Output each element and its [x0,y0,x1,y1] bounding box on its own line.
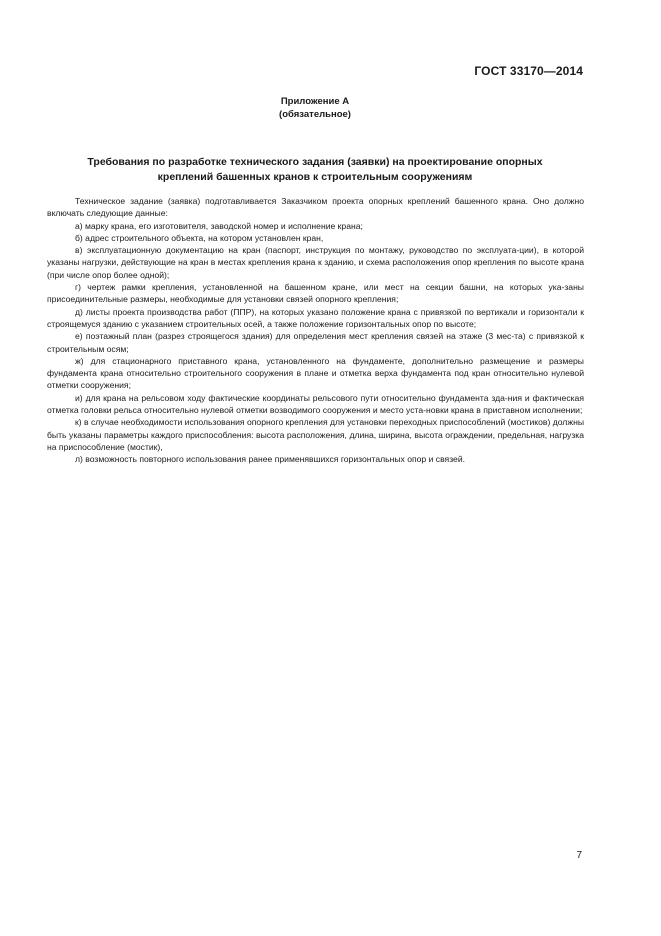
list-item-l: л) возможность повторного использования ранее применявшихся горизонтальных опор и связей. [75,454,466,465]
list-item-k: к) в случае необходимости использования опорного крепления для установки переходных приспособлений (мостиков) должны быть указаны параметры каждого приспособления: высота расположения, длина, ширина, высота ограждении, предельная, нагрузка на приспособление (мостик), [47,417,584,452]
appendix-type: (обязательное) [279,109,351,120]
list-item-zh: ж) для стационарного приставного крана, установленного на фундаменте, дополнительно размещение и размеры фундамента крана относительно строительного сооружения в плане и отметка верха фундамента под кран относительно нулевой отметки сооружения; [47,355,584,391]
document-code: ГОСТ 33170—2014 [474,64,583,78]
list-item-e: е) поэтажный план (разрез строящегося здания) для определения мест крепления связей на этаже (3 мес-та) с привязкой к строительным осям; [47,331,584,354]
body-text [47,195,584,466]
list-item-a: а) марку крана, его изготовителя, заводской номер и исполнение крана; [75,220,363,231]
page-number: 7 [576,850,582,861]
appendix-label: Приложение А [280,96,350,107]
section-title-line-2: креплений башенных кранов к строительным сооружениям [157,171,473,183]
list-item-v: в) эксплуатационную документацию на кран (паспорт, инструкция по монтажу, руководство по эксплуата-ции), в которой указаны нагрузки, действующие на кран в местах крепления крана к зданию, и схема расположения опор крепления по высоте крана (при числе опор более одной); [47,245,584,280]
intro-paragraph: Техническое задание (заявка) подготавливается Заказчиком проекта опорных креплений башенного крана. Оно должно включать следующие данные: [47,196,584,219]
appendix-heading [0,95,630,121]
list-item-i: и) для крана на рельсовом ходу фактические координаты рельсового пути относительно фундамента зда-ния и фактическая отметка головки рельса относительно нулевой отметки возводимого сооружения и место уста-новки крана в приставном исполнении; [47,392,584,416]
list-item-b: б) адрес строительного объекта, на котором установлен кран, [75,232,324,243]
section-title [60,155,570,185]
list-item-g: г) чертеж рамки крепления, установленной на башенном кране, или мест на секции башни, на которых ука-заны присоединительные размеры, необходимые для установки связей опорного крепления; [47,282,584,305]
list-item-d: д) листы проекта производства работ (ППР), на которых указано положение крана с привязкой по вертикали и горизонтали к строящемуся зданию с указанием строительных осей, а также положение горизонтальных опор по высоте; [47,306,584,329]
section-title-line-1: Требования по разработке технического задания (заявки) на проектирование опорных [87,156,543,168]
